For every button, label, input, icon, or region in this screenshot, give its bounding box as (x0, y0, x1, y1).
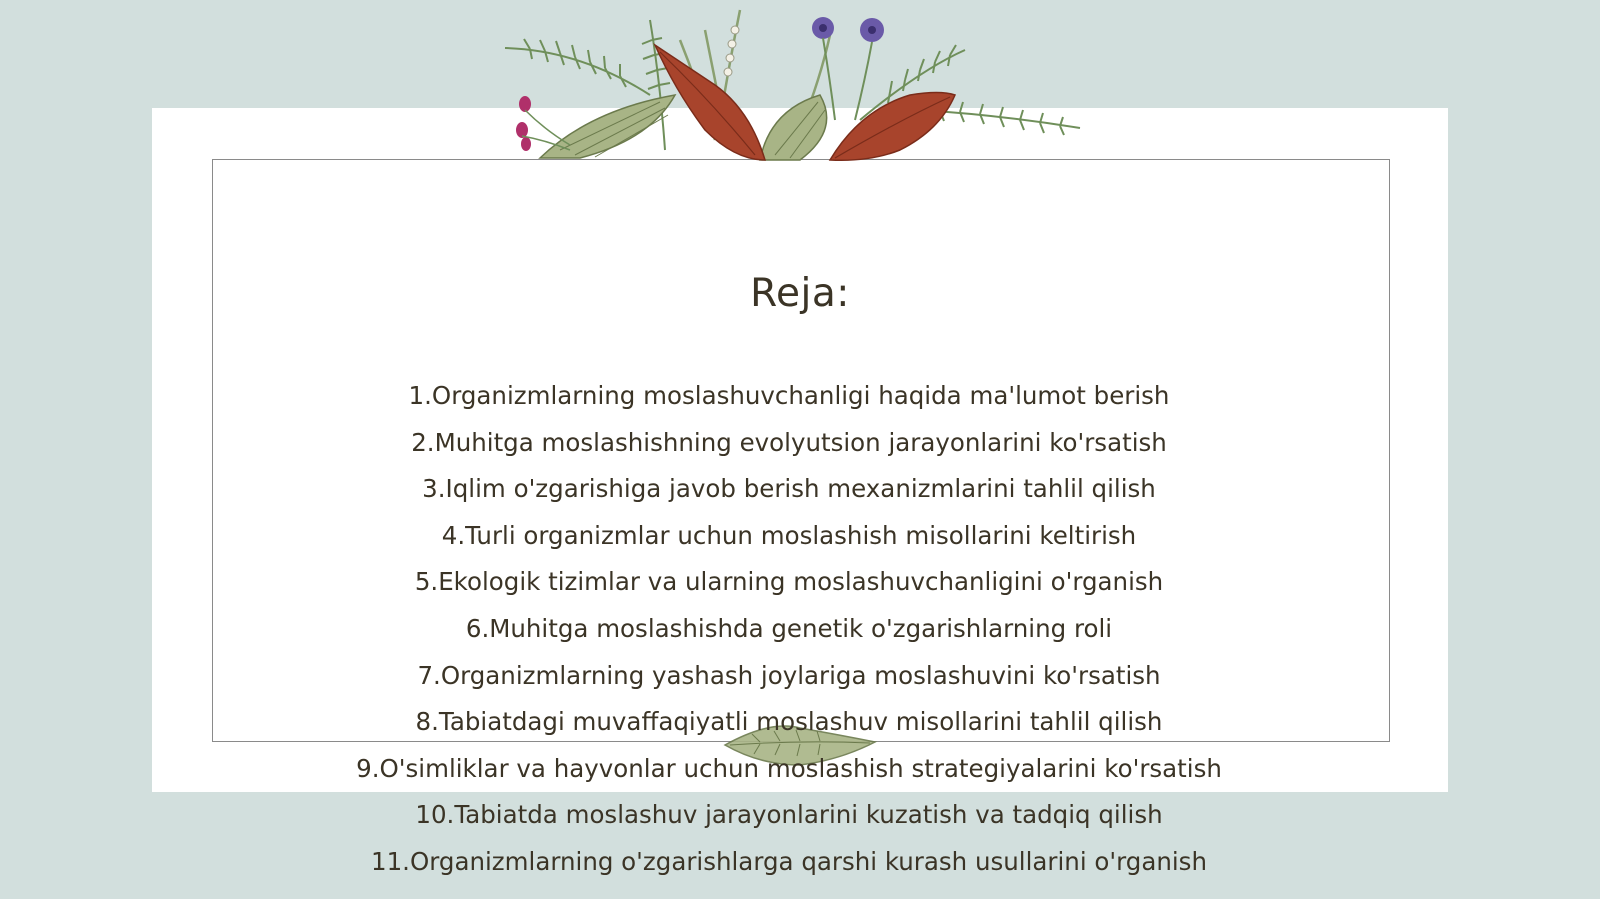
plan-item: 11.Organizmlarning o'zgarishlarga qarshi kurash usullarini o'rganish (371, 846, 1207, 876)
slide-title: Reja: (750, 271, 850, 316)
plan-item: 5.Ekologik tizimlar va ularning moslashuvchanligini o'rganish (414, 567, 1164, 597)
plan-item: 2.Muhitga moslashishning evolyutsion jarayonlarini ko'rsatish (411, 427, 1167, 457)
plan-item: 8.Tabiatdagi muvaffaqiyatli moslashuv misollarini tahlil qilish (415, 707, 1163, 737)
plan-item: 3.Iqlim o'zgarishiga javob berish mexanizmlarini tahlil qilish (422, 474, 1156, 504)
plan-item: 1.Organizmlarning moslashuvchanligi haqida ma'lumot berish (408, 381, 1170, 410)
plan-item: 9.O'simliklar va hayvonlar uchun moslashish strategiyalarini ko'rsatish (356, 753, 1222, 783)
plan-item: 10.Tabiatda moslashuv jarayonlarini kuzatish va tadqiq qilish (415, 800, 1163, 830)
floral-bouquet-illustration (500, 0, 1110, 170)
plan-item: 4.Turli organizmlar uchun moslashish misollarini keltirish (441, 520, 1137, 550)
plan-list (0, 375, 1578, 888)
plan-item: 7.Organizmlarning yashash joylariga moslashuvini ko'rsatish (417, 660, 1161, 690)
plan-item: 6.Muhitga moslashishda genetik o'zgarishlarning roli (465, 613, 1113, 643)
pale-leaves (540, 95, 827, 160)
